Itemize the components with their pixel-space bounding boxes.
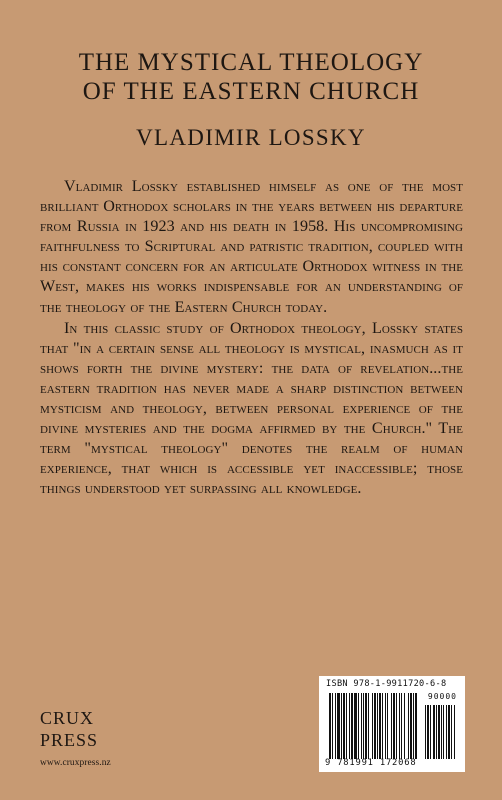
book-title [0, 48, 502, 106]
publisher-logo [40, 707, 150, 769]
barcode-bar [391, 693, 392, 759]
barcode-bar [329, 693, 331, 759]
barcode-addon-bar [448, 705, 450, 759]
barcode-bar [377, 693, 378, 759]
barcode-bar [401, 693, 402, 759]
barcode-bar [332, 693, 333, 759]
barcode-addon-bar [425, 705, 426, 759]
barcode-bar [358, 693, 359, 759]
barcode-bar [335, 693, 336, 759]
barcode-bar [413, 693, 414, 759]
barcode-bar [354, 693, 357, 759]
author-name: VLADIMIR LOSSKY [136, 125, 366, 150]
barcode-bar [399, 693, 400, 759]
barcode-bar [374, 693, 376, 759]
barcode-addon-bar [446, 705, 447, 759]
publisher-name-line-1: CRUX [40, 708, 95, 728]
barcode-bar [341, 693, 342, 759]
barcode-bar [361, 693, 362, 759]
description-paragraph-2: In this classic study of Orthodox theology, Lossky states that "in a certain sense all theology is mystical, inasmuch as it shows forth the divine mystery: the data of revelation...the eastern tradition has never made a sharp distinction between mysticism and theology, between personal experience of the divine mysteries and the dogma affirmed by the Church." The term "mystical theology" denotes the realm of human experience, that which is accessible yet inaccessible; those things understood yet surpassing all knowledge. [40, 319, 463, 498]
barcode-bar [363, 693, 364, 759]
isbn-text: ISBN 978-1-9911720-6-8 [326, 679, 447, 689]
barcode-addon-bar [454, 705, 455, 759]
barcode-addon-bar [433, 705, 435, 759]
title-line-2: OF THE EASTERN CHURCH [82, 78, 420, 105]
publisher-website: www.cruxpress.nz [40, 758, 111, 768]
barcode-bar [379, 693, 381, 759]
barcode-bar [351, 693, 353, 759]
barcode-bar [368, 693, 369, 759]
barcode-bar [365, 693, 367, 759]
barcode-bar [382, 693, 383, 759]
publisher-name-line-2: PRESS [40, 730, 99, 750]
barcode-addon-bar [438, 705, 440, 759]
barcode-addon-bar [443, 705, 444, 759]
barcode-addon-bar [430, 705, 431, 759]
barcode-bar [387, 693, 388, 759]
barcode-bar [410, 693, 412, 759]
barcode-bar [343, 693, 345, 759]
title-line-1: THE MYSTICAL THEOLOGY [78, 49, 424, 76]
barcode-bar [404, 693, 405, 759]
barcode-bar [337, 693, 340, 759]
book-description [40, 177, 463, 500]
barcode-number: 9 781991 172068 [325, 758, 417, 768]
barcode-bar [408, 693, 409, 759]
barcode-bar [349, 693, 350, 759]
barcode-bar [415, 693, 417, 759]
barcode-price-code: 90000 [427, 692, 457, 701]
barcode-bar [393, 693, 395, 759]
barcode-bar [385, 693, 386, 759]
barcode-bar [396, 693, 397, 759]
barcode-addon-bar [451, 705, 452, 759]
description-paragraph-1: Vladimir Lossky established himself as one of the most brilliant Orthodox scholars in the years between his departure from Russia in 1923 and his death in 1958. His uncompromising faithfulness to Scriptural and patristic tradition, coupled with his constant concern for an articulate Orthodox witness in the West, makes his works indispensable for an understanding of the theology of the Eastern Church today. [40, 178, 463, 316]
barcode-bar [346, 693, 347, 759]
isbn-barcode [319, 676, 465, 772]
barcode-addon-bar [436, 705, 437, 759]
barcode-bar [372, 693, 373, 759]
barcode-addon-bar [441, 705, 442, 759]
barcode-addon-bar [427, 705, 429, 759]
